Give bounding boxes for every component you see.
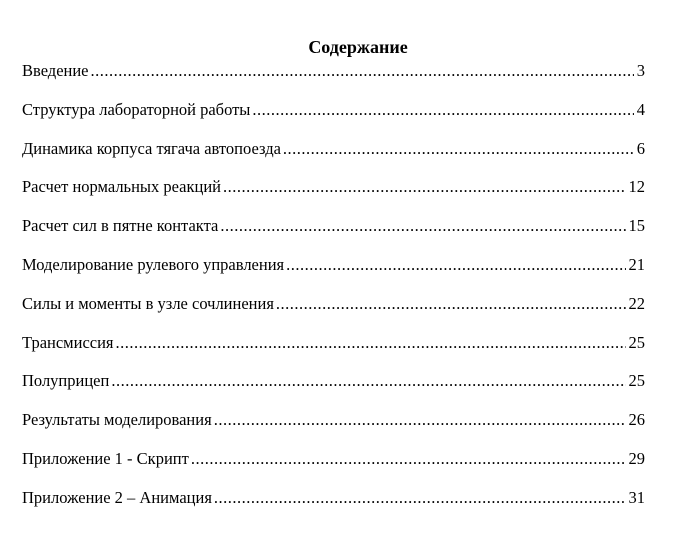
toc-entry-page: 25 bbox=[628, 332, 645, 352]
toc-entry-label: Силы и моменты в узле сочлинения bbox=[22, 293, 274, 313]
toc-entry-label: Приложение 2 – Анимация bbox=[22, 487, 212, 507]
dot-leader bbox=[111, 371, 625, 391]
toc-entry-label: Введение bbox=[22, 61, 89, 80]
dot-leader bbox=[191, 449, 626, 469]
dot-leader bbox=[214, 410, 626, 430]
table-of-contents bbox=[22, 61, 645, 527]
toc-entry-label: Динамика корпуса тягача автопоезда bbox=[22, 138, 281, 158]
toc-entry-page: 25 bbox=[628, 371, 645, 391]
toc-entry-label: Результаты моделирования bbox=[22, 410, 212, 430]
toc-entry-page: 21 bbox=[628, 254, 645, 274]
toc-entry-label: Структура лабораторной работы bbox=[22, 99, 251, 119]
dot-leader bbox=[283, 139, 634, 159]
toc-entry-transmission[interactable] bbox=[22, 333, 645, 372]
toc-entry-normal-reactions[interactable] bbox=[22, 177, 645, 216]
toc-entry-page: 15 bbox=[628, 216, 645, 236]
toc-entry-page: 29 bbox=[628, 448, 645, 468]
dot-leader bbox=[116, 333, 626, 353]
toc-entry-appendix-script[interactable] bbox=[22, 449, 645, 488]
toc-entry-introduction[interactable] bbox=[22, 61, 645, 100]
dot-leader bbox=[91, 61, 634, 81]
toc-entry-page: 26 bbox=[628, 410, 645, 430]
dot-leader bbox=[223, 177, 626, 197]
toc-entry-appendix-animation[interactable] bbox=[22, 488, 645, 527]
toc-entry-label: Трансмиссия bbox=[22, 332, 114, 352]
toc-entry-modeling-results[interactable] bbox=[22, 410, 645, 449]
dot-leader bbox=[214, 488, 626, 508]
toc-entry-page: 3 bbox=[636, 61, 645, 80]
toc-entry-coupling-forces[interactable] bbox=[22, 294, 645, 333]
toc-entry-label: Расчет сил в пятне контакта bbox=[22, 216, 219, 236]
toc-entry-label: Моделирование рулевого управления bbox=[22, 254, 285, 274]
toc-entry-page: 31 bbox=[628, 487, 645, 507]
toc-entry-page: 22 bbox=[628, 293, 645, 313]
dot-leader bbox=[252, 100, 633, 120]
toc-entry-label: Расчет нормальных реакций bbox=[22, 177, 221, 197]
toc-entry-contact-patch-forces[interactable] bbox=[22, 216, 645, 255]
dot-leader bbox=[220, 216, 625, 236]
toc-title: Содержание bbox=[308, 37, 408, 57]
toc-entry-semitrailer[interactable] bbox=[22, 371, 645, 410]
toc-entry-label: Приложение 1 - Скрипт bbox=[22, 448, 189, 468]
toc-entry-label: Полуприцеп bbox=[22, 371, 110, 391]
toc-entry-page: 6 bbox=[636, 138, 645, 158]
toc-entry-page: 4 bbox=[636, 99, 645, 119]
toc-entry-page: 12 bbox=[628, 177, 645, 197]
toc-entry-lab-structure[interactable] bbox=[22, 100, 645, 139]
dot-leader bbox=[276, 294, 626, 314]
dot-leader bbox=[286, 255, 625, 275]
toc-entry-tractor-dynamics[interactable] bbox=[22, 139, 645, 178]
toc-entry-steering-modeling[interactable] bbox=[22, 255, 645, 294]
